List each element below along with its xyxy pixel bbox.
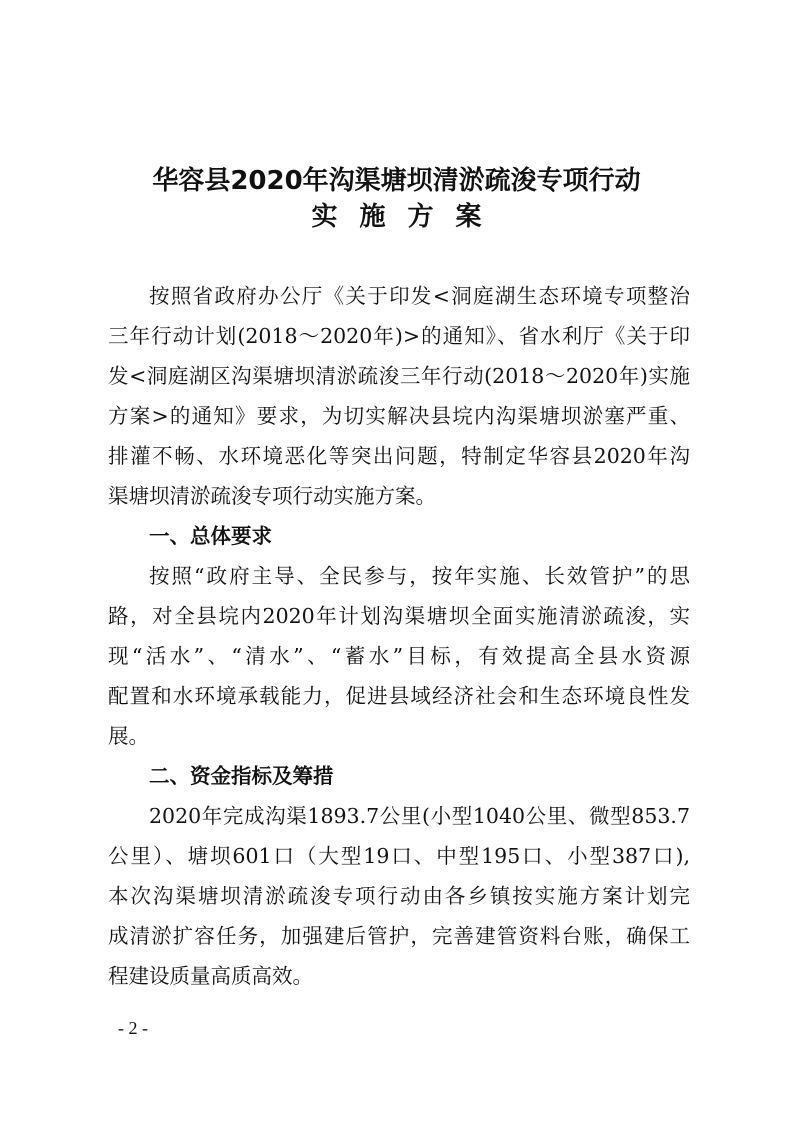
intro-line: 渠塘坝清淤疏浚专项行动实施方案。 [108,484,436,508]
section2-line: 程建设质量高质高效。 [108,964,313,988]
section1-line: 按照“政府主导、全民参与，按年实施、长效管护”的思 [149,564,690,588]
document-title: 华容县2020年沟渠塘坝清淤疏浚专项行动 [152,166,641,196]
section-heading-1: 一、总体要求 [149,524,272,548]
section1-line: 现“活水”、“清水”、“蓄水”目标，有效提高全县水资源 [108,644,690,668]
document-body [108,276,690,996]
section1-line: 路，对全县垸内2020年计划沟渠塘坝全面实施清淤疏浚，实 [108,604,690,628]
document-subtitle: 实施方案 [311,202,504,232]
page-number: - 2 - [118,1018,148,1038]
section-heading-2: 二、资金指标及筹措 [149,764,334,788]
intro-line: 三年行动计划(2018～2020年)>的通知》、省水利厅《关于印 [108,324,690,348]
section2-line: 公里）、塘坝601口（大型19口、中型195口、小型387口), [108,844,690,868]
section1-line: 展。 [108,724,149,748]
intro-line: 方案>的通知》要求，为切实解决县垸内沟渠塘坝淤塞严重、 [108,404,690,428]
intro-line: 发<洞庭湖区沟渠塘坝清淤疏浚三年行动(2018～2020年)实施 [108,364,690,388]
section2-line: 2020年完成沟渠1893.7公里(小型1040公里、微型853.7 [149,804,690,828]
intro-line: 排灌不畅、水环境恶化等突出问题，特制定华容县2020年沟 [108,444,690,468]
section2-line: 本次沟渠塘坝清淤疏浚专项行动由各乡镇按实施方案计划完 [108,884,690,908]
intro-line: 按照省政府办公厅《关于印发<洞庭湖生态环境专项整治 [149,284,690,308]
section2-line: 成清淤扩容任务，加强建后管护，完善建管资料台账，确保工 [108,924,690,948]
section1-line: 配置和水环境承载能力，促进县域经济社会和生态环境良性发 [108,684,690,708]
